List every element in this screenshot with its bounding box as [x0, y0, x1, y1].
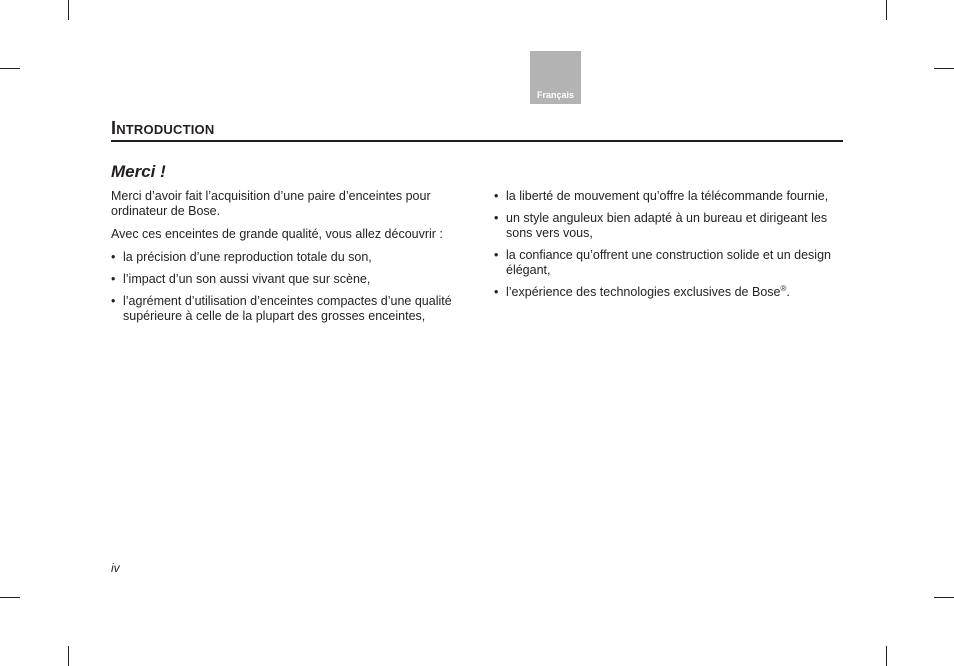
list-item	[494, 248, 839, 278]
list-item-text: la précision d’une reproduction totale du son,	[123, 250, 372, 264]
list-item-text: un style anguleux bien adapté à un bureau et dirigeant les sons vers vous,	[506, 211, 828, 240]
subtitle: Merci !	[111, 162, 166, 181]
list-item-text: l’impact d’un son aussi vivant que sur scène,	[123, 272, 371, 286]
section-title: Introduction	[111, 118, 215, 138]
feature-list	[494, 189, 839, 300]
crop-mark	[0, 597, 20, 598]
bullet-icon: •	[494, 248, 499, 262]
list-item-text: l’agrément d’utilisation d’enceintes compactes d’une qualité supérieure à celle de la plupart des grosses enceintes,	[123, 294, 452, 323]
crop-mark	[934, 597, 954, 598]
bullet-icon: •	[494, 285, 499, 299]
list-item	[494, 285, 839, 300]
bullet-icon: •	[494, 211, 499, 225]
list-item-text: la liberté de mouvement qu’offre la télécommande fournie,	[506, 189, 829, 203]
crop-mark	[0, 68, 20, 69]
registered-mark: ®	[780, 283, 787, 293]
bullet-icon: •	[111, 250, 116, 264]
left-column	[111, 189, 471, 331]
crop-mark	[68, 646, 69, 666]
right-column	[494, 189, 839, 307]
page-number: iv	[111, 561, 120, 575]
list-item	[111, 250, 471, 265]
list-item	[494, 211, 839, 241]
crop-mark	[934, 68, 954, 69]
feature-list	[111, 250, 471, 324]
crop-mark	[886, 646, 887, 666]
intro-paragraph: Avec ces enceintes de grande qualité, vous allez découvrir :	[111, 227, 443, 241]
crop-mark	[68, 0, 69, 20]
language-tab	[530, 51, 581, 104]
list-item	[111, 272, 471, 287]
bullet-icon: •	[494, 189, 499, 203]
list-item-suffix: .	[786, 285, 790, 299]
intro-paragraph: Merci d’avoir fait l’acquisition d’une paire d’enceintes pour ordinateur de Bose.	[111, 189, 431, 218]
bullet-icon: •	[111, 272, 116, 286]
language-tab-label: Français	[536, 90, 575, 100]
list-item-text: l’expérience des technologies exclusives de Bose	[506, 285, 781, 299]
title-rule	[111, 140, 843, 142]
list-item	[494, 189, 839, 204]
list-item	[111, 294, 471, 324]
list-item-text: la confiance qu’offrent une construction solide et un design élégant,	[506, 248, 831, 277]
bullet-icon: •	[111, 294, 116, 308]
crop-mark	[886, 0, 887, 20]
